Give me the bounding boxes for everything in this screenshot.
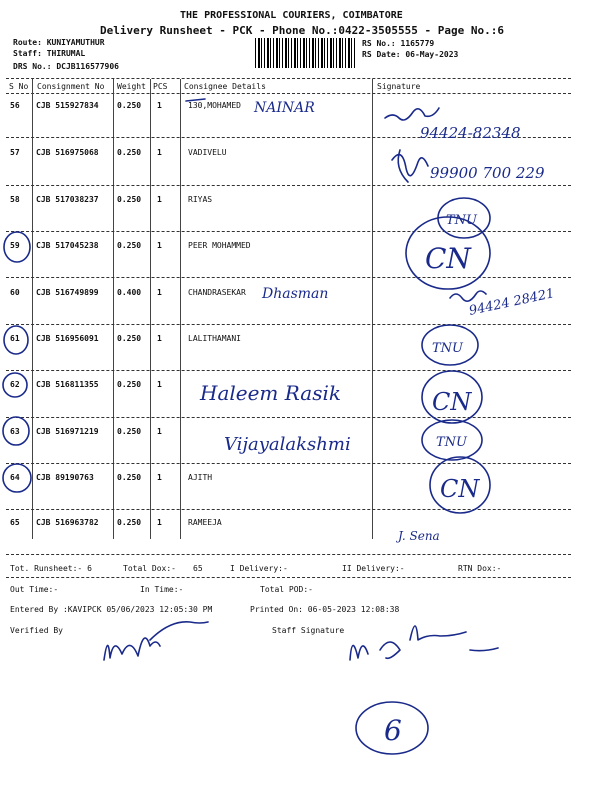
row-consignment-no: CJB 516956091 [36,334,99,343]
row-pcs: 1 [157,148,162,157]
column-header-pcs: PCS [153,82,168,91]
row-pcs: 1 [157,427,162,436]
row-consignment-no: CJB 515927834 [36,101,99,110]
row-weight: 0.250 [117,101,142,110]
page-number-handwritten: 6 [384,714,402,747]
runsheet-subtitle: Delivery Runsheet - PCK - Phone No.:0422-3505555 - Page No.:6 [100,24,504,37]
in-time-label: In Time:- [140,585,184,594]
rs-number: RS No.: 1165779 [362,39,435,48]
stamp-text: CN [440,475,480,503]
row-weight: 0.250 [117,334,142,343]
signature-scribble [450,291,486,301]
row-sno: 59 [10,241,20,250]
signature-scribble [104,622,208,660]
row-weight: 0.250 [117,148,142,157]
column-header-consignee: Consignee Details [184,82,266,91]
row-pcs: 1 [157,101,162,110]
row-sno: 58 [10,195,20,204]
row-weight: 0.250 [117,380,142,389]
handwritten-phone: 94424 28421 [467,286,556,319]
row-sno: 65 [10,518,20,527]
staff-label: Staff: THIRUMAL [13,49,86,58]
row-pcs: 1 [157,288,162,297]
row-consignee: RIYAS [188,195,213,204]
row-circle-mark [4,326,28,354]
row-consignment-no: CJB 516971219 [36,427,99,436]
stamp-text: CN [432,388,472,416]
row-consignee: PEER MOHAMMED [188,241,251,250]
handwritten-name: Dhasman [262,286,329,302]
row-weight: 0.400 [117,288,142,297]
row-circle-mark [4,232,30,262]
rs-date: RS Date: 06-May-2023 [362,50,459,59]
total-dox-label: Total Dox:- [123,564,176,573]
row-weight: 0.250 [117,427,142,436]
handwritten-name: Vijayalakshmi [224,434,351,455]
row-consignee: VADIVELU [188,148,227,157]
printed-on: Printed On: 06-05-2023 12:08:38 [250,605,400,614]
total-runsheet: Tot. Runsheet:- 6 [10,564,92,573]
column-header-weight: Weight [117,82,146,91]
row-consignee: CHANDRASEKAR [188,288,246,297]
staff-signature-label: Staff Signature [272,626,345,635]
signature-scribble [350,626,498,660]
total-pod-label: Total POD:- [260,585,313,594]
row-consignment-no: CJB 89190763 [36,473,94,482]
signature-scribble [385,108,439,120]
row-sno: 62 [10,380,20,389]
row-consignment-no: CJB 516811355 [36,380,99,389]
runsheet-title: THE PROFESSIONAL COURIERS, COIMBATORE [180,10,403,21]
row-sno: 63 [10,427,20,436]
stamp-text: TNU [436,435,468,450]
drs-number: DRS No.: DCJB116577906 [13,62,119,71]
row-consignment-no: CJB 517038237 [36,195,99,204]
row-consignment-no: CJB 516749899 [36,288,99,297]
row-sno: 57 [10,148,20,157]
stamp-text: TNU [432,341,464,356]
row-pcs: 1 [157,473,162,482]
handwritten-name: Haleem Rasik [200,381,341,405]
row-consignment-no: CJB 516963782 [36,518,99,527]
row-circle-mark [3,417,29,445]
total-dox-value: 65 [193,564,203,573]
row-sno: 61 [10,334,20,343]
row-sno: 56 [10,101,20,110]
ii-delivery-label: II Delivery:- [342,564,405,573]
out-time-label: Out Time:- [10,585,59,594]
stamp-text: TNU [446,213,478,228]
row-consignee: RAMEEJA [188,518,222,527]
stamp-text: CN [425,242,471,275]
row-circle-mark [3,464,31,492]
verified-by-label: Verified By [10,626,63,635]
row-weight: 0.250 [117,241,142,250]
rtn-dox-label: RTN Dox:- [458,564,502,573]
strike-mark [186,99,205,101]
row-weight: 0.250 [117,195,142,204]
row-consignment-no: CJB 517045238 [36,241,99,250]
row-pcs: 1 [157,241,162,250]
handwritten-phone: 94424-82348 [420,124,521,142]
row-pcs: 1 [157,380,162,389]
row-pcs: 1 [157,518,162,527]
handwritten-signature: J. Sena [398,529,440,543]
row-weight: 0.250 [117,473,142,482]
column-header-signature: Signature [377,82,421,91]
row-consignee: AJITH [188,473,213,482]
column-header-sno: S No [9,82,29,91]
row-circle-mark [3,373,27,397]
row-consignee: 130,MOHAMED [188,101,241,110]
route-label: Route: KUNIYAMUTHUR [13,38,105,47]
row-sno: 64 [10,473,20,482]
row-pcs: 1 [157,334,162,343]
handwritten-name: NAINAR [254,100,315,116]
row-consignment-no: CJB 516975068 [36,148,99,157]
row-sno: 60 [10,288,20,297]
i-delivery-label: I Delivery:- [230,564,288,573]
signature-scribble [392,150,428,182]
handwritten-phone: 99900 700 229 [430,164,545,182]
row-weight: 0.250 [117,518,142,527]
row-pcs: 1 [157,195,162,204]
entered-by: Entered By :KAVIPCK 05/06/2023 12:05:30 PM [10,605,213,614]
column-header-consignment: Consignment No [37,82,105,91]
row-consignee: LALITHAMANI [188,334,241,343]
